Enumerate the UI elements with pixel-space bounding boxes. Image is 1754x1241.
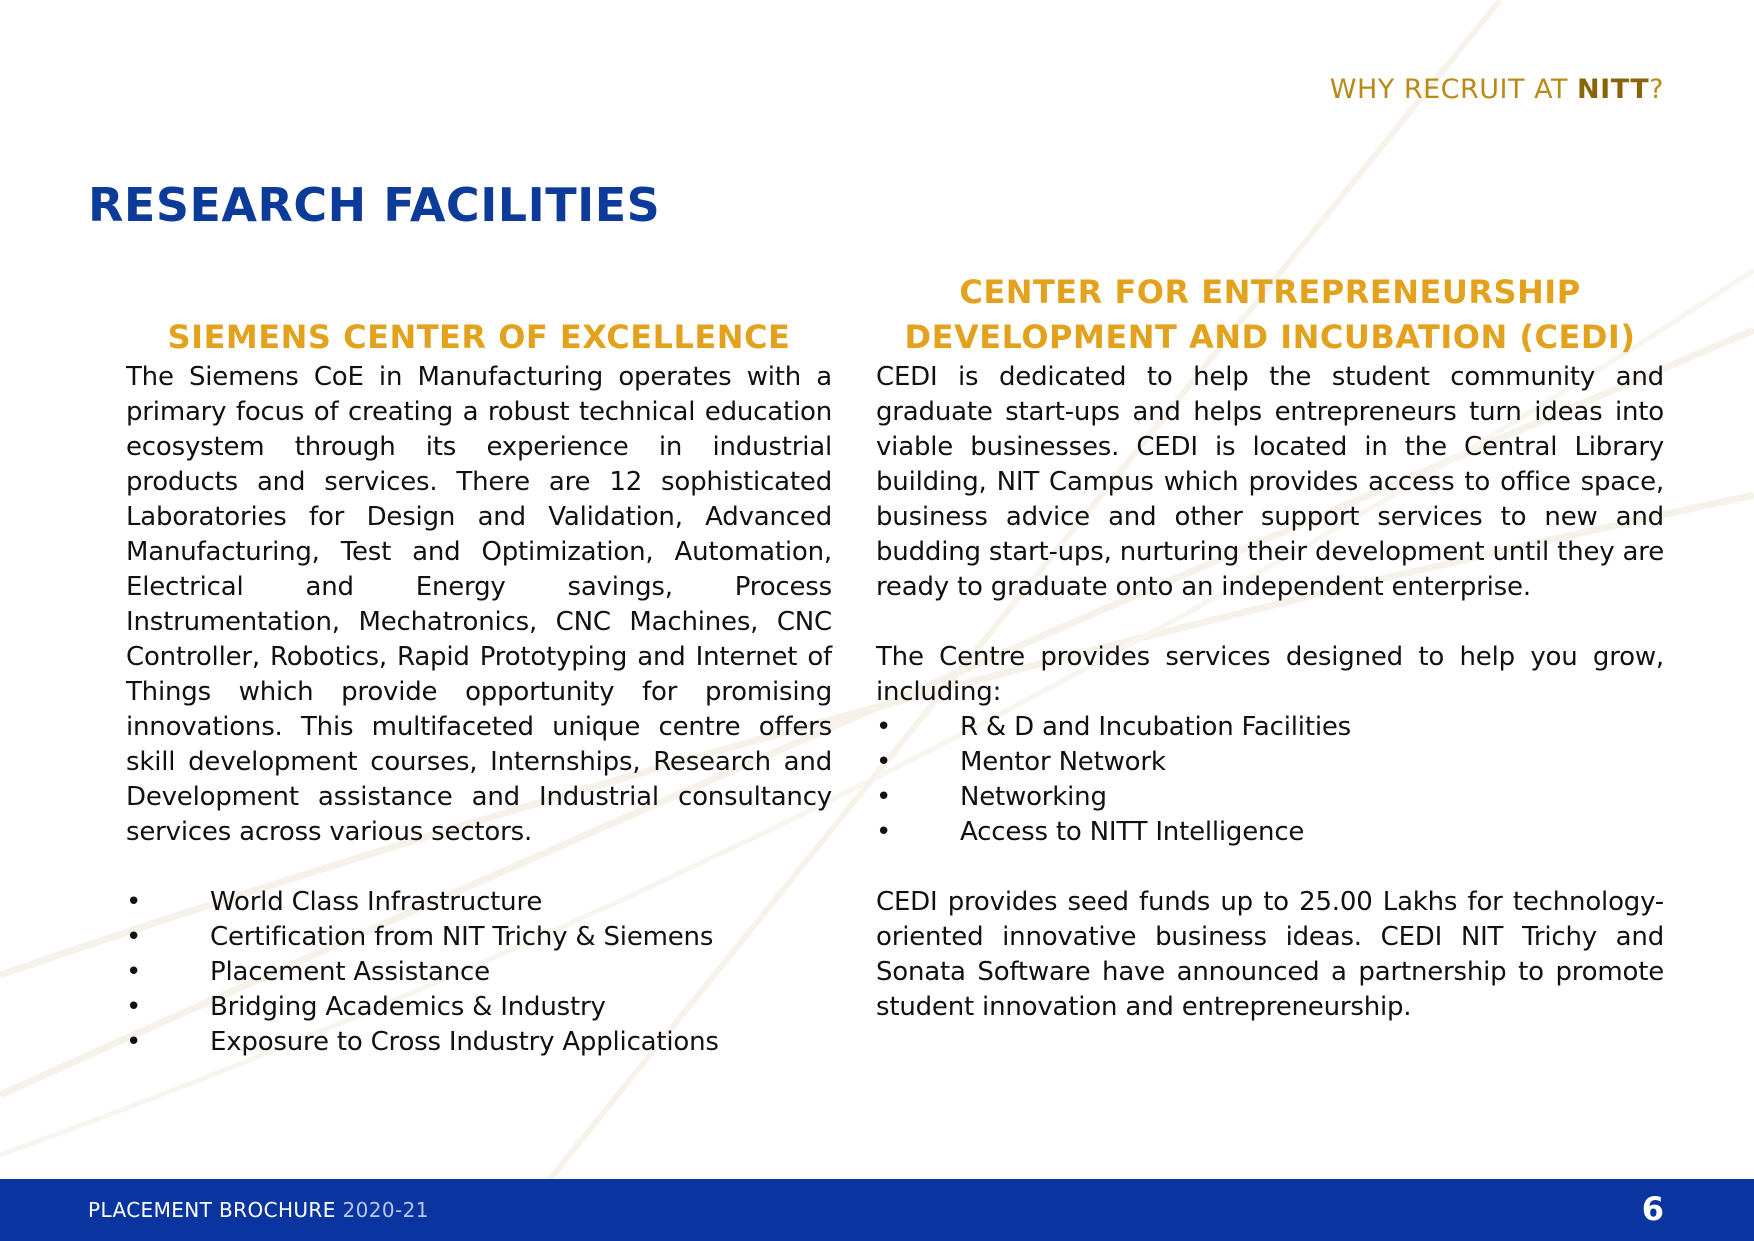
list-item [126,920,832,955]
list-item-label: Certification from NIT Trichy & Siemens [210,922,714,952]
footer-brochure-label: PLACEMENT BROCHURE [88,1198,343,1222]
list-item-label: Bridging Academics & Industry [210,992,606,1022]
cedi-section [876,272,1664,1025]
cedi-heading [870,272,1670,360]
bullet-icon: • [876,817,892,847]
bullet-icon: • [876,712,892,742]
list-item-label: Access to NITT Intelligence [960,817,1305,847]
bullet-icon: • [126,1027,142,1057]
list-item-label: Mentor Network [960,747,1166,777]
cedi-heading-line1: CENTER FOR ENTREPRENEURSHIP [959,273,1581,311]
list-item [126,955,832,990]
bullet-icon: • [126,887,142,917]
section-tag [1330,74,1664,105]
list-item [126,990,832,1025]
siemens-heading-text: SIEMENS CENTER OF EXCELLENCE [167,318,791,356]
cedi-services-list [876,710,1664,850]
list-item-label: Networking [960,782,1107,812]
section-tag-prefix: WHY RECRUIT AT [1329,74,1578,105]
bullet-icon: • [126,922,142,952]
siemens-section [126,272,832,1060]
section-tag-strong: NITT [1577,74,1650,105]
spacer [876,605,1664,640]
cedi-body-services: The Centre provides services designed to help you grow, including: [876,642,1664,707]
list-item [876,815,1664,850]
list-item [876,745,1664,780]
siemens-body: The Siemens CoE in Manufacturing operates with a primary focus of creating a robust technical education ecosystem through its experience in industrial products and services. There are 12 sophisticated Laboratories for Design and Validation, Advanced Manufacturing, Test and Optimization, Automation, Electrical and Energy savings, Process Instrumentation, Mechatronics, CNC Machines, CNC Controller, Robotics, Rapid Prototyping and Internet of Things which provide opportunity for promising innovations. This multifaceted unique centre offers skill development courses, Internships, Research and Development assistance and Industrial consultancy services across various sectors. [126,362,832,847]
list-item-label: R & D and Incubation Facilities [960,712,1351,742]
list-item-label: Exposure to Cross Industry Applications [210,1027,719,1057]
footer-year: 2020-21 [342,1198,429,1222]
list-item-label: World Class Infrastructure [210,887,543,917]
spacer [876,850,1664,885]
footer-bar [0,1179,1754,1241]
spacer [126,850,832,885]
cedi-body-intro: CEDI is dedicated to help the student community and graduate start-ups and helps entrepreneurs turn ideas into viable businesses. CEDI is located in the Central Library building, NIT Campus which provides access to office space, business advice and other support services to new and budding start-ups, nurturing their development until they are ready to graduate onto an independent enterprise. [876,362,1664,602]
footer-label [88,1198,429,1222]
bullet-icon: • [126,957,142,987]
list-item [876,710,1664,745]
list-item-label: Placement Assistance [210,957,490,987]
siemens-heading [112,272,846,360]
bullet-icon: • [876,747,892,777]
page-number: 6 [1641,1190,1664,1228]
page-title: RESEARCH FACILITIES [88,178,661,232]
cedi-body-funding: CEDI provides seed funds up to 25.00 Lakhs for technology-oriented innovative business ideas. CEDI NIT Trichy and Sonata Software have announced a partnership to promote student innovation and entrepreneurship. [876,887,1664,1022]
cedi-heading-text [905,270,1636,360]
section-tag-suffix: ? [1649,74,1664,105]
siemens-feature-list [126,885,832,1060]
bullet-icon: • [876,782,892,812]
cedi-heading-line2: DEVELOPMENT AND INCUBATION (CEDI) [904,318,1636,356]
list-item [876,780,1664,815]
bullet-icon: • [126,992,142,1022]
list-item [126,885,832,920]
list-item [126,1025,832,1060]
